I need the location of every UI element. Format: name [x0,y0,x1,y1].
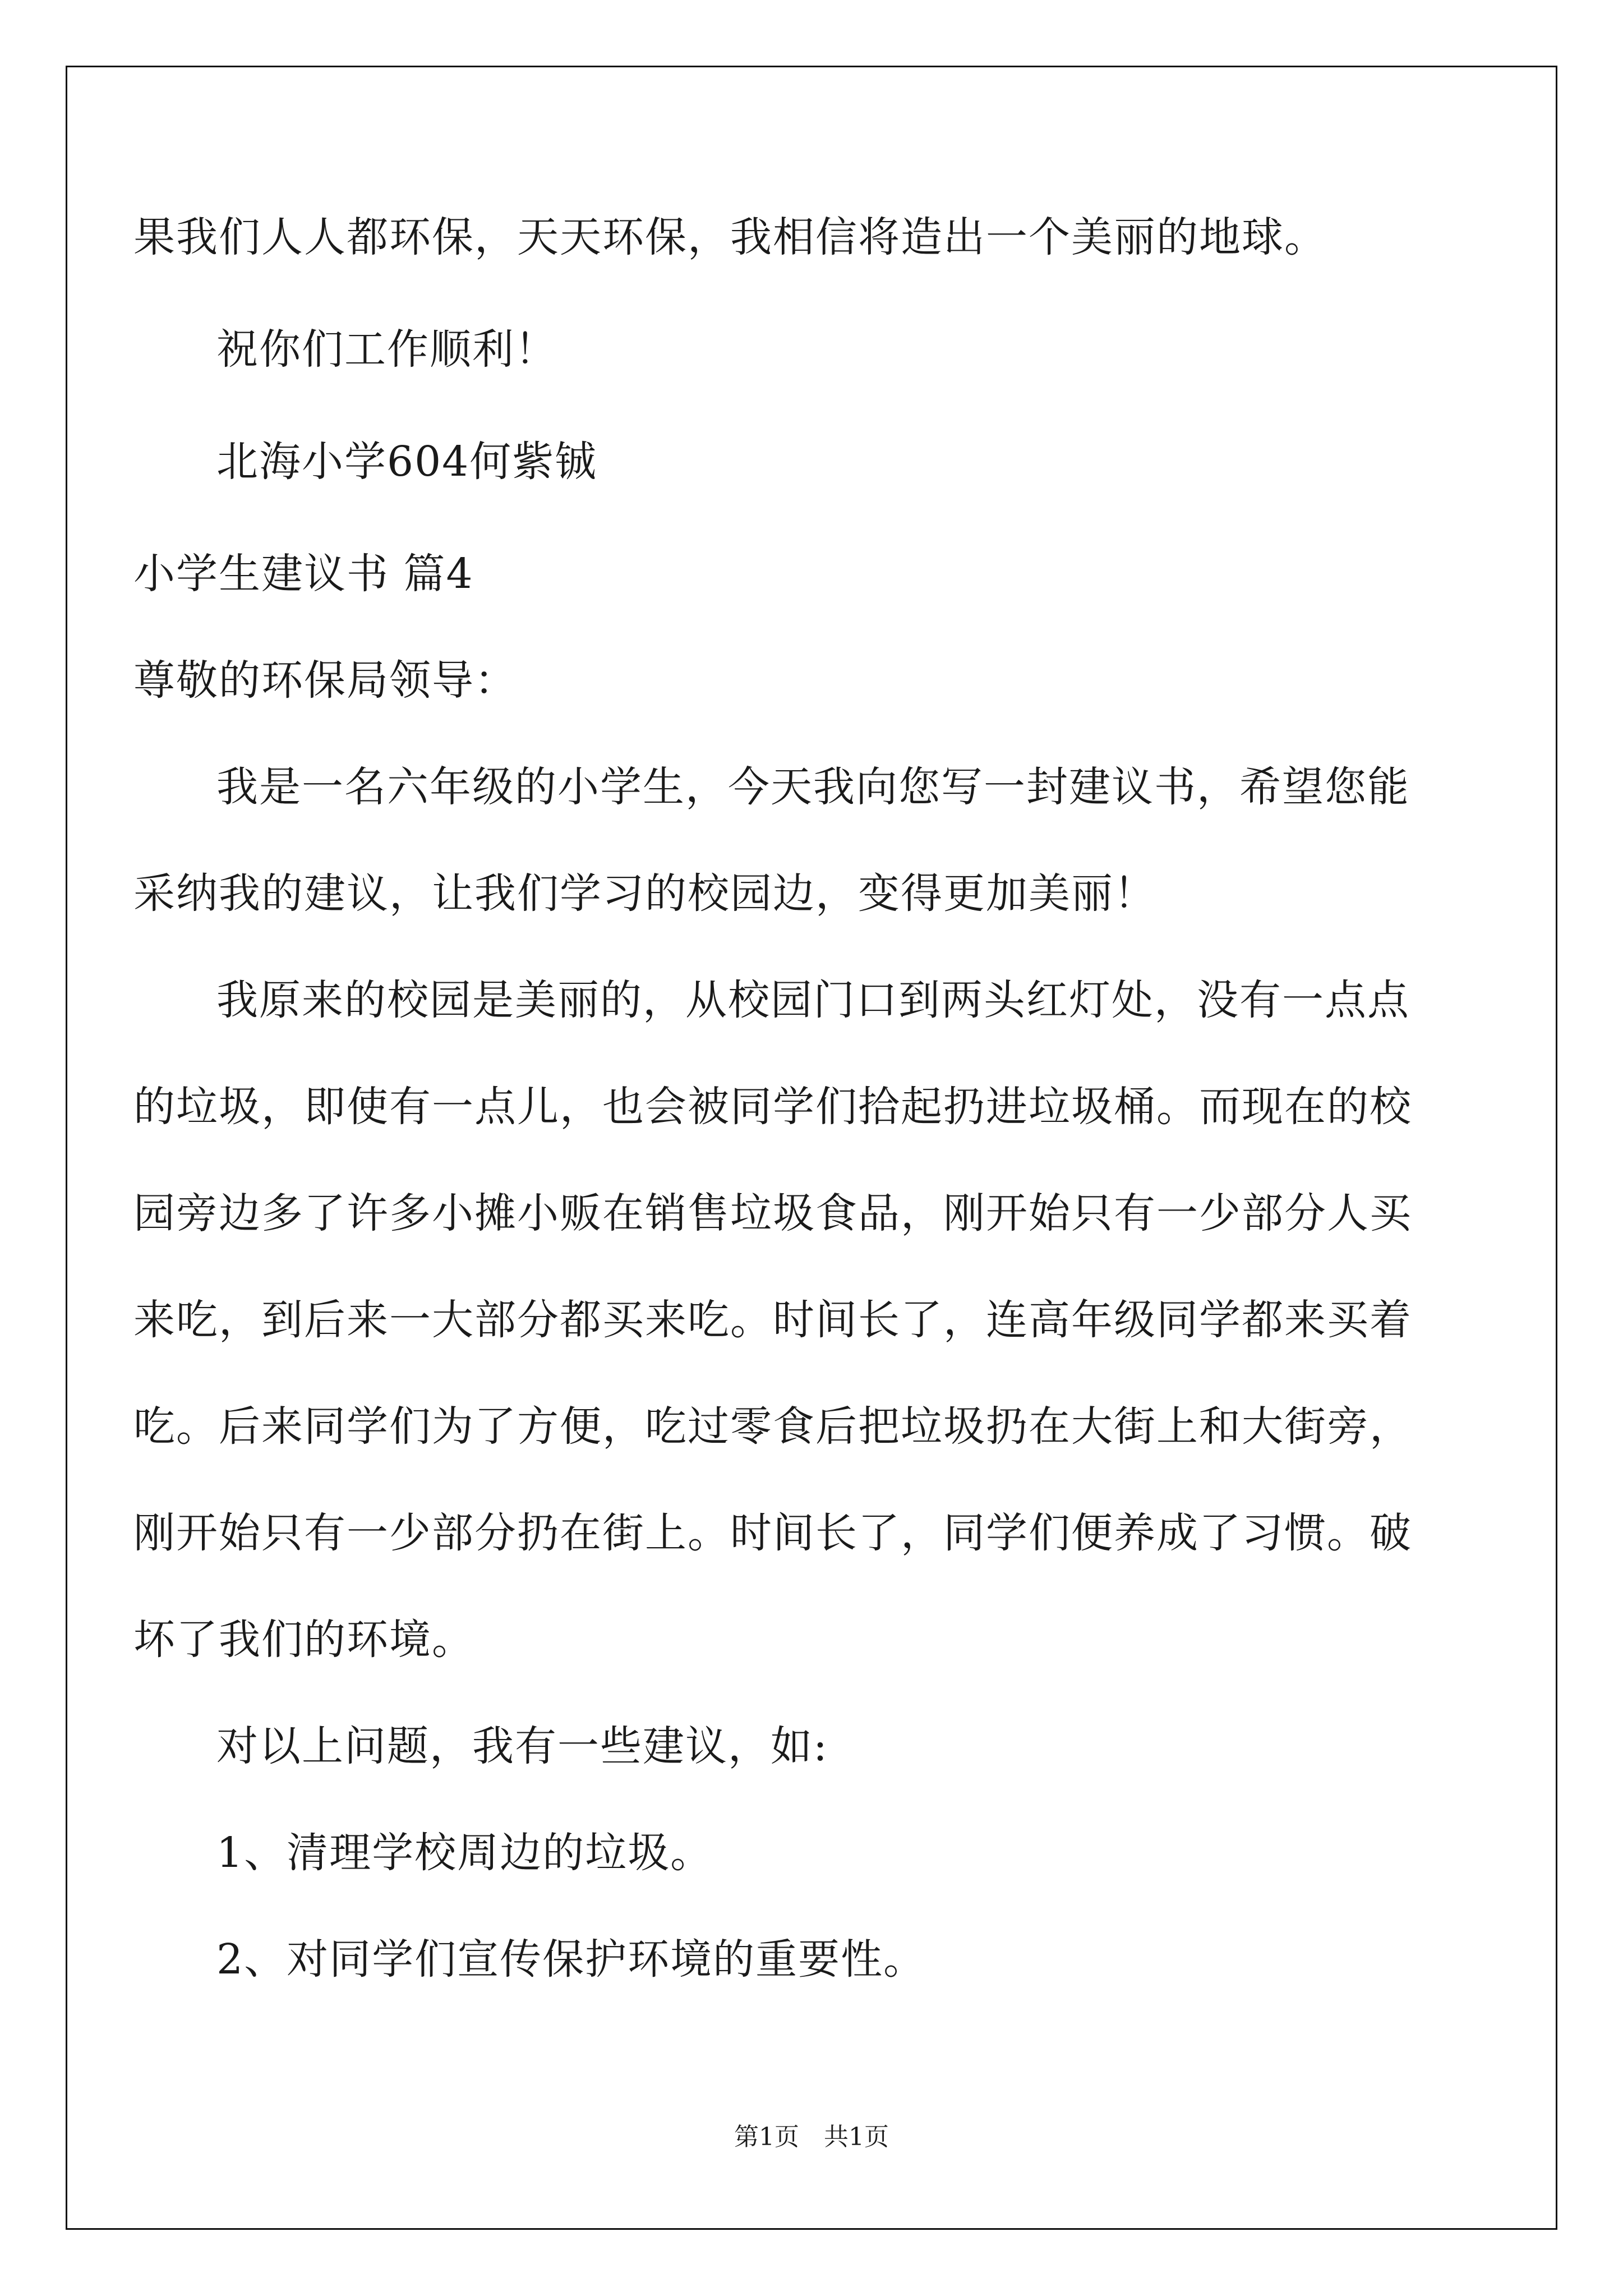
paragraph-line: 吃。后来同学们为了方便，吃过零食后把垃圾扔在大街上和大街旁， [133,1402,1412,1451]
paragraph-line: 刚开始只有一少部分扔在街上。时间长了，同学们便养成了习惯。破 [133,1509,1412,1557]
paragraph-line: 我原来的校园是美丽的，从校园门口到两头红灯处，没有一点点 [216,976,1410,1024]
paragraph-line: 对以上问题，我有一些建议，如: [216,1722,828,1770]
paragraph-line: 来吃，到后来一大部分都买来吃。时间长了，连高年级同学都来买着 [133,1296,1412,1344]
paragraph-line: 果我们人人都环保，天天环保，我相信将造出一个美丽的地球。 [133,213,1327,261]
list-item: 1、清理学校周边的垃圾。 [216,1829,713,1877]
paragraph-line: 采纳我的建议，让我们学习的校园边，变得更加美丽！ [133,869,1156,918]
page-footer: 第1页 共1页 [734,2123,889,2151]
closing-wish: 祝你们工作顺利！ [216,325,557,374]
paragraph-line: 坏了我们的环境。 [133,1616,474,1664]
page-frame [66,66,1557,2230]
paragraph-line: 园旁边多了许多小摊小贩在销售垃圾食品，刚开始只有一少部分人买 [133,1189,1412,1237]
paragraph-line: 我是一名六年级的小学生，今天我向您写一封建议书，希望您能 [216,763,1410,811]
section-heading: 小学生建议书 篇4 [133,550,474,598]
list-item: 2、对同学们宣传保护环境的重要性。 [216,1935,926,1984]
paragraph-line: 的垃圾，即使有一点儿，也会被同学们拾起扔进垃圾桶。而现在的校 [133,1083,1412,1131]
signature: 北海小学604何紫铖 [216,438,598,486]
salutation: 尊敬的环保局领导： [133,656,517,705]
